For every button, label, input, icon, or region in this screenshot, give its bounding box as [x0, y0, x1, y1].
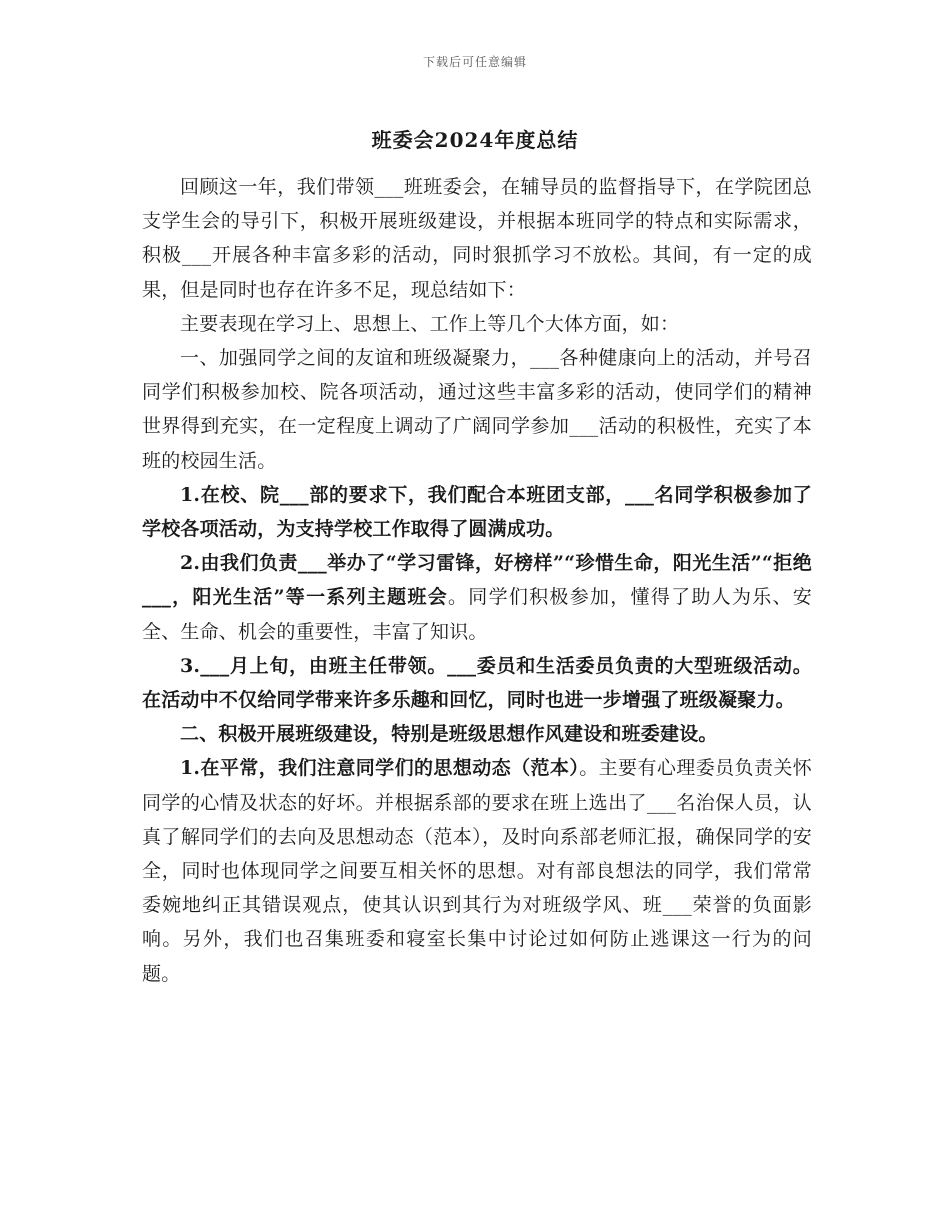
paragraph: 主要表现在学习上、思想上、工作上等几个大体方面，如： — [180, 312, 680, 335]
paragraph: 3.___月上旬，由班主任带领。___委员和生活委员负责的大型班级活动。在活动中不仅给同学带来许多乐趣和回忆，同时也进一步增强了班级凝聚力。 — [142, 654, 812, 712]
paragraph: 2.由我们负责___举办了“学习雷锋，好榜样”“珍惜生命，阳光生活”“拒绝___，阳光生活”等一系列主题班会。同学们积极参加，懂得了助人为乐、安全、生命、机会的重要性，丰富了知识。 — [142, 552, 812, 643]
document-title: 班委会2024年度总结 — [371, 128, 579, 152]
document-body — [142, 170, 812, 991]
paragraph: 一、加强同学之间的友谊和班级凝聚力，___各种健康向上的活动，并号召同学们积极参加校、院各项活动，通过这些丰富多彩的活动，使同学们的精神世界得到充实，在一定程度上调动了广阔同学参加___活动的积极性，充实了本班的校园生活。 — [142, 347, 812, 472]
paragraph: 1.在平常，我们注意同学们的思想动态（范本）。主要有心理委员负责关怀同学的心情及状态的好坏。并根据系部的要求在班上选出了___名治保人员，认真了解同学们的去向及思想动态（范本），及时向系部老师汇报，确保同学的安全，同时也体现同学之间要互相关怀的思想。对有部良想法的同学，我们常常委婉地纠正其错误观点，使其认识到其行为对班级学风、班___荣誉的负面影响。另外，我们也召集班委和寝室长集中讨论过如何防止逃课这一行为的问题。 — [142, 757, 812, 985]
paragraph: 回顾这一年，我们带领___班班委会，在辅导员的监督指导下，在学院团总支学生会的导引下，积极开展班级建设，并根据本班同学的特点和实际需求，积极___开展各种丰富多彩的活动，同时狠抓学习不放松。其间，有一定的成果，但是同时也存在许多不足，现总结如下： — [142, 176, 812, 301]
header-note: 下载后可任意编辑 — [422, 55, 527, 69]
paragraph: 1.在校、院___部的要求下，我们配合本班团支部，___名同学积极参加了学校各项活动，为支持学校工作取得了圆满成功。 — [142, 483, 812, 541]
paragraph: 二、积极开展班级建设，特别是班级思想作风建设和班委建设。 — [180, 723, 718, 746]
